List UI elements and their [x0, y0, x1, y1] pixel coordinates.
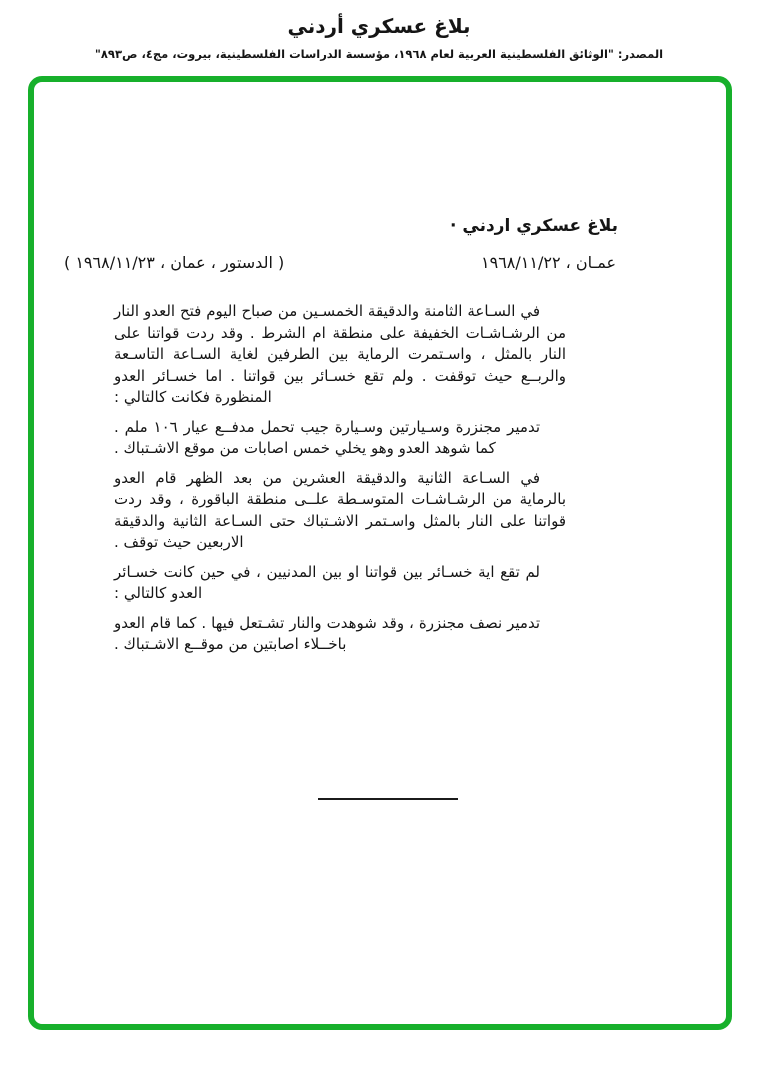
paragraph: في السـاعة الثامنة والدقيقة الخمسـين من صباح اليوم فتح العدو النار من الرشـاشـات الخفيفة على منطقة ام الشرط . وقد ردت قواتنا على النار بالمثل ، واسـتمرت الرماية بين الطرفين لغاية السـاعة التاسـعة والربــع حيث توقفت . ولم تقع خسـائر بين قواتنا . اما خسـائر العدو المنظورة فكانت كالتالي :	[114, 302, 566, 406]
communique-title: بلاغ عسكري اردني ·	[450, 216, 618, 236]
communique-citation: ( الدستور ، عمان ، ١٩٦٨/١١/٢٣ )	[64, 253, 285, 272]
paragraph: في السـاعة الثانية والدقيقة العشرين من بعد الظهر قام العدو بالرماية من الرشـاشـات المتوسـطة علــى منطقة الباقورة ، وقد ردت قواتنا على النار بالمثل واسـتمر الاشـتباك حتى السـاعة الثانية والدقيقة الاربعين حيث توقف .	[114, 468, 566, 551]
paragraph: تدمير نصف مجنزرة ، وقد شوهدت والنار تشـتعل فيها . كما قام العدو باخــلاء اصابتين من موقــع الاشـتباك .	[114, 613, 540, 653]
end-divider	[318, 798, 458, 800]
communique-dateline: عمـان ، ١٩٦٨/١١/٢٢	[481, 253, 616, 272]
communique-body	[114, 301, 566, 664]
document-frame	[28, 76, 732, 1030]
source-line: المصدر: "الوثائق الفلسطينية العربية لعام ١٩٦٨، مؤسسة الدراسات الفلسطينية، بيروت، مج٤، ص٨٩٣"	[94, 47, 664, 61]
paragraph: لم تقع اية خسـائر بين قواتنا او بين المدنيين ، في حين كانت خسـائر العدو كالتالي :	[114, 562, 540, 602]
paragraph: تدمير مجنزرة وسـيارتين وسـيارة جيب تحمل مدفــع عيار ١٠٦ ملم . كما شوهد العدو وهو يخلي خمس اصابات من موقع الاشـتباك .	[114, 417, 540, 457]
page-title: بلاغ عسكري أردني	[287, 14, 471, 38]
